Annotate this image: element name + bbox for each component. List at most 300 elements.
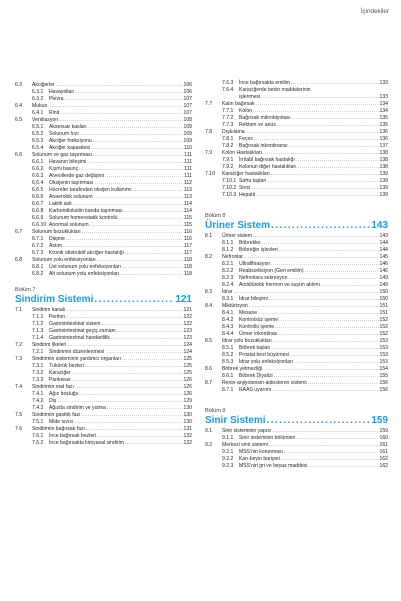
entry-page: 115 [183, 215, 192, 221]
entry-title: Solunum hızı [49, 131, 79, 137]
toc-entry[interactable] [15, 264, 192, 271]
toc-entry[interactable] [15, 180, 192, 187]
entry-page: 115 [183, 222, 192, 228]
leader-dots [125, 250, 183, 257]
toc-entry[interactable] [205, 366, 388, 373]
entry-number: 6.6.7 [32, 201, 44, 207]
toc-entry[interactable] [15, 370, 192, 377]
toc-entry-list [205, 80, 388, 199]
leader-dots [94, 180, 182, 187]
entry-title: Kalın bağırsak [222, 101, 255, 107]
leader-dots [122, 356, 183, 363]
entry-title: Böbrekler [239, 240, 261, 246]
chapter-7-section [15, 286, 192, 447]
toc-entry[interactable] [205, 129, 388, 136]
entry-title: Sinir sisteminin bölümleri [239, 435, 296, 441]
entry-title: Karaciğerde besin maddelerinin [239, 87, 311, 93]
entry-number: 7.6.2 [32, 440, 44, 446]
entry-title: İdrar yolu bozuklukları [222, 338, 272, 344]
entry-page: 162 [379, 456, 388, 462]
leader-dots [252, 185, 379, 192]
entry-page: 151 [379, 310, 388, 316]
entry-page: 161 [379, 449, 388, 455]
toc-entry[interactable] [205, 282, 388, 289]
entry-title: Solunum homeostatik kontrolü [49, 215, 118, 221]
leader-dots [296, 435, 378, 442]
entry-number: 9.2.2 [222, 456, 234, 462]
entry-page: 124 [183, 342, 192, 348]
entry-page: 130 [183, 412, 192, 418]
entry-number: 7.10 [205, 171, 215, 177]
entry-title: Anaerobik solunum [49, 194, 93, 200]
toc-entry[interactable] [15, 89, 192, 96]
toc-entry[interactable] [15, 96, 192, 103]
toc-entry-list [205, 428, 388, 470]
entry-number: 7.6 [15, 426, 23, 432]
toc-entry[interactable] [205, 442, 388, 449]
entry-number: 8.4.2 [222, 317, 234, 323]
entry-title: Üst solunum yolu enfeksiyonları [49, 264, 121, 270]
entry-page: 144 [379, 247, 388, 253]
entry-number: 8.6 [205, 366, 213, 372]
entry-number: 8.2.2 [222, 268, 234, 274]
toc-entry[interactable] [15, 173, 192, 180]
chapter-title-row[interactable] [205, 415, 388, 427]
entry-page: 116 [183, 229, 192, 235]
entry-number: 8.6.1 [222, 373, 234, 379]
entry-title: MSS'nin gri ve beyaz maddesi [239, 463, 308, 469]
toc-entry[interactable] [15, 342, 192, 349]
leader-dots [67, 342, 182, 349]
entry-title: Feçes [239, 136, 253, 142]
entry-number: 8.7.1 [222, 387, 234, 393]
chapter-title-row[interactable] [205, 220, 388, 232]
toc-entry[interactable] [15, 433, 192, 440]
toc-entry[interactable] [15, 124, 192, 131]
toc-entry[interactable] [15, 419, 192, 426]
running-header: İçindekiler [360, 8, 389, 15]
toc-entry[interactable] [15, 243, 192, 250]
toc-entry[interactable] [205, 456, 388, 463]
toc-entry[interactable] [15, 356, 192, 363]
entry-page: 111 [184, 173, 192, 179]
entry-page: 139 [379, 178, 388, 184]
entry-title: Hepatit [239, 192, 256, 198]
toc-entry[interactable] [15, 82, 192, 89]
entry-page: 107 [183, 103, 192, 109]
leader-dots [102, 321, 183, 328]
toc-entry[interactable] [205, 435, 388, 442]
entry-number: 7.9.2 [222, 164, 234, 170]
entry-page: 110 [183, 145, 192, 151]
entry-title: Safra taşları [239, 178, 267, 184]
toc-entry[interactable] [15, 166, 192, 173]
toc-entry[interactable] [205, 345, 388, 352]
toc-entry[interactable] [15, 145, 192, 152]
entry-page: 135 [379, 115, 388, 121]
entry-number: 6.7.1 [32, 236, 44, 242]
toc-entry[interactable] [15, 377, 192, 384]
entry-page: 159 [379, 428, 388, 434]
toc-entry-list [205, 233, 388, 394]
entry-title: Periton [49, 314, 66, 320]
entry-title: Mide sıvısı [49, 419, 74, 425]
leader-dots [281, 456, 378, 463]
toc-entry[interactable] [15, 131, 192, 138]
entry-title: Dispne [49, 236, 65, 242]
entry-number: 7.3.2 [32, 370, 44, 376]
entry-title: Pankreas [49, 377, 71, 383]
entry-title: Laktik asit [49, 201, 72, 207]
entry-page: 152 [379, 331, 388, 337]
toc-entry[interactable] [15, 215, 192, 222]
toc-entry[interactable] [15, 335, 192, 342]
toc-entry[interactable] [205, 150, 388, 157]
leader-dots [63, 243, 183, 250]
toc-entry[interactable] [15, 426, 192, 433]
chapter-title: Sindirim Sistemi [15, 294, 94, 305]
entry-title: Kısmi basınç [49, 166, 79, 172]
toc-entry[interactable] [15, 257, 192, 264]
entry-title: Üriner inkontinas [239, 331, 278, 337]
entry-number: 6.5 [15, 117, 23, 123]
leader-dots [267, 415, 371, 427]
entry-title: Karaciğer hastalıkları [222, 171, 270, 177]
entry-number: 7.3.3 [32, 377, 44, 383]
toc-entry[interactable] [205, 80, 388, 87]
toc-entry[interactable] [15, 208, 192, 215]
entry-page: 160 [379, 435, 388, 441]
entry-page: 138 [379, 164, 388, 170]
leader-dots [272, 428, 378, 435]
toc-entry[interactable] [205, 240, 388, 247]
entry-page: 112 [183, 180, 192, 186]
entry-title: Nefronlara sekresyon [239, 275, 288, 281]
entry-title: Kolonun diğer hastalıkları [239, 164, 297, 170]
entry-title: Tükürük bezleri [49, 363, 84, 369]
leader-dots [308, 380, 379, 387]
entry-title: Reabsorbsiyon (Geri emilim) [239, 268, 304, 274]
entry-title: Astım [49, 243, 63, 249]
entry-page: 118 [183, 271, 192, 277]
toc-entry[interactable] [205, 331, 388, 338]
toc-entry[interactable] [15, 201, 192, 208]
entry-number: 6.5.2 [32, 131, 44, 137]
toc-entry[interactable] [205, 136, 388, 143]
toc-entry[interactable] [15, 138, 192, 145]
entry-page: 129 [183, 398, 192, 404]
toc-entry[interactable] [15, 194, 192, 201]
entry-number: 8.4 [205, 303, 213, 309]
entry-page: 134 [379, 101, 388, 107]
leader-dots [75, 384, 183, 391]
entry-title: Antidiüretik hormon ve suyun atılımı [239, 282, 320, 288]
toc-entry[interactable] [15, 103, 192, 110]
entry-number: 8.2.3 [222, 275, 234, 281]
toc-entry[interactable] [205, 359, 388, 366]
toc-entry[interactable] [15, 384, 192, 391]
leader-dots [258, 310, 378, 317]
toc-entry[interactable] [15, 159, 192, 166]
entry-number: 6.8.1 [32, 264, 44, 270]
leader-dots [90, 222, 183, 229]
toc-entry[interactable] [205, 449, 388, 456]
entry-page: 111 [184, 166, 192, 172]
entry-title: Havayolları [49, 89, 75, 95]
entry-number: 7.8 [205, 129, 213, 135]
entry-number: 7.8.2 [222, 143, 234, 149]
entry-page: 118 [183, 257, 192, 263]
leader-dots [133, 187, 183, 194]
entry-number: 7.6.3 [222, 80, 234, 86]
entry-number: 7.8.1 [222, 136, 234, 142]
toc-entry[interactable] [205, 268, 388, 275]
toc-entry[interactable] [205, 164, 388, 171]
toc-entry[interactable] [15, 307, 192, 314]
entry-page: 117 [183, 250, 192, 256]
entry-page: 133 [379, 94, 388, 100]
toc-entry[interactable] [205, 247, 388, 254]
entry-number: 9.1.1 [222, 435, 234, 441]
entry-page: 156 [379, 380, 388, 386]
entry-page: 150 [379, 289, 388, 295]
leader-dots [256, 192, 378, 199]
toc-entry[interactable] [205, 317, 388, 324]
toc-entry[interactable] [205, 87, 388, 94]
entry-title: Gastrointestinal hareketlilik [49, 335, 110, 341]
toc-entry[interactable] [15, 110, 192, 117]
toc-entry[interactable] [15, 398, 192, 405]
leader-dots [105, 349, 182, 356]
toc-entry[interactable] [205, 115, 388, 122]
entry-page: 161 [379, 442, 388, 448]
toc-entry[interactable] [205, 185, 388, 192]
entry-title: Alveollerde gaz değişimi [49, 173, 104, 179]
entry-title: Mesane [239, 310, 258, 316]
toc-entry[interactable] [15, 328, 192, 335]
entry-page: 150 [379, 296, 388, 302]
entry-page: 149 [379, 282, 388, 288]
entry-number: 8.4.3 [222, 324, 234, 330]
toc-entry[interactable] [205, 289, 388, 296]
entry-page: 151 [379, 303, 388, 309]
toc-entry[interactable] [15, 405, 192, 412]
leader-dots [279, 317, 378, 324]
toc-entry[interactable] [15, 391, 192, 398]
entry-title: İnce bağırsakta kimyasal sindirim [49, 440, 125, 446]
leader-dots [292, 115, 379, 122]
leader-dots [59, 117, 182, 124]
leader-dots [263, 150, 379, 157]
entry-page: 109 [183, 138, 192, 144]
leader-dots [117, 328, 183, 335]
toc-entry[interactable] [205, 373, 388, 380]
leader-dots [269, 296, 379, 303]
entry-title: Rinit [49, 110, 60, 116]
entry-title: Sindirimin düzenlenmesi [49, 349, 105, 355]
entry-number: 6.7 [15, 229, 23, 235]
entry-title: İnce bağırsakta emilim [239, 80, 290, 86]
entry-page: 116 [183, 236, 192, 242]
toc-entry[interactable] [15, 314, 192, 321]
leader-dots [273, 338, 379, 345]
toc-entry[interactable] [15, 229, 192, 236]
toc-entry[interactable] [205, 254, 388, 261]
leader-dots [308, 463, 378, 470]
toc-entry[interactable] [205, 171, 388, 178]
toc-entry[interactable] [205, 310, 388, 317]
leader-dots [64, 96, 182, 103]
toc-entry[interactable] [205, 428, 388, 435]
entry-title: Kronik obstrüktif akciğer hastalığı [49, 250, 125, 256]
entry-number: 7.6.1 [32, 433, 44, 439]
entry-page: 117 [183, 243, 192, 249]
entry-title: Bağırsak mikrobiyotası [239, 115, 291, 121]
entry-number: 7.10.3 [222, 192, 237, 198]
entry-title: İnce bağırsak bezleri [49, 433, 97, 439]
toc-entry[interactable] [15, 321, 192, 328]
entry-page: 113 [183, 194, 192, 200]
leader-dots [72, 377, 183, 384]
toc-entry[interactable] [15, 271, 192, 278]
chapter-page: 121 [175, 294, 192, 305]
toc-entry[interactable] [205, 122, 388, 129]
entry-page: 125 [183, 363, 192, 369]
toc-entry[interactable] [15, 187, 192, 194]
entry-number: 6.3.2 [32, 96, 44, 102]
entry-title: Miktürisyon [222, 303, 248, 309]
entry-page: 144 [379, 240, 388, 246]
entry-page: 122 [183, 321, 192, 327]
leader-dots [254, 136, 379, 143]
entry-number: 6.3 [15, 82, 23, 88]
entry-page: 121 [183, 307, 192, 313]
entry-title: Siroz [239, 185, 251, 191]
entry-page: 106 [183, 82, 192, 88]
leader-dots [124, 208, 183, 215]
leader-dots [75, 89, 182, 96]
toc-entry[interactable] [15, 349, 192, 356]
leader-dots [296, 157, 379, 164]
toc-entry[interactable] [205, 157, 388, 164]
toc-entry[interactable] [15, 117, 192, 124]
leader-dots [289, 143, 379, 150]
toc-entry[interactable] [205, 303, 388, 310]
leader-dots [271, 345, 378, 352]
leader-dots [275, 324, 378, 331]
entry-page: 138 [379, 150, 388, 156]
toc-entry[interactable] [205, 192, 388, 199]
entry-title: Gastrointestinal geçiş zamanı [49, 328, 116, 334]
entry-title: Solunum yolu enfeksiyonları [32, 257, 96, 263]
entry-title: Sindirimin bağırsak fazı [32, 426, 85, 432]
leader-dots [66, 307, 182, 314]
chapter-9-section [205, 407, 388, 470]
entry-number: 8.1.2 [222, 247, 234, 253]
toc-entry[interactable] [15, 236, 192, 243]
entry-page: 139 [379, 185, 388, 191]
toc-entry[interactable] [15, 152, 192, 159]
toc-left-column [15, 82, 192, 447]
toc-entry[interactable] [205, 233, 388, 240]
toc-entry[interactable] [205, 338, 388, 345]
leader-dots [233, 289, 378, 296]
entry-title: Sinir sisteminin yapısı [222, 428, 272, 434]
entry-title: Kontrolsüz işeme [239, 317, 279, 323]
entry-number: 7.1.2 [32, 321, 44, 327]
toc-entry[interactable] [205, 380, 388, 387]
toc-entry[interactable] [205, 387, 388, 394]
leader-dots [60, 110, 182, 117]
chapter-title-row[interactable] [15, 294, 192, 306]
toc-entry[interactable] [205, 324, 388, 331]
toc-entry[interactable] [15, 250, 192, 257]
leader-dots [72, 370, 183, 377]
entry-number: 8.4.4 [222, 331, 234, 337]
toc-entry[interactable] [205, 261, 388, 268]
toc-entry[interactable] [205, 275, 388, 282]
toc-entry[interactable] [205, 143, 388, 150]
entry-number: 7.5.1 [32, 419, 44, 425]
entry-page: 126 [183, 391, 192, 397]
toc-entry[interactable] [15, 222, 192, 229]
toc-entry[interactable] [205, 463, 388, 470]
chapter-label: Bölüm 7 [15, 287, 36, 293]
entry-title: Havanın bileşimi [49, 159, 87, 165]
toc-entry[interactable] [205, 296, 388, 303]
leader-dots [87, 159, 183, 166]
entry-title: Ventilasyon [32, 117, 59, 123]
entry-number: 8.2.4 [222, 282, 234, 288]
toc-entry[interactable] [15, 363, 192, 370]
entry-number: 8.5.1 [222, 345, 234, 351]
toc-entry-list [15, 307, 192, 447]
entry-title: Böbrek taşları [239, 345, 271, 351]
entry-page: 145 [379, 254, 388, 260]
entry-number: 6.6.8 [32, 208, 44, 214]
toc-entry[interactable] [15, 412, 192, 419]
entry-number: 7.1 [15, 307, 23, 313]
leader-dots [79, 391, 182, 398]
toc-entry[interactable] [205, 178, 388, 185]
chapter-title: Sinir Sistemi [205, 415, 266, 426]
entry-page: 113 [183, 187, 192, 193]
entry-title: İdrar [222, 289, 233, 295]
leader-dots [294, 359, 378, 366]
entry-page: 154 [379, 366, 388, 372]
leader-dots [97, 257, 183, 264]
leader-dots [246, 129, 379, 136]
toc-entry[interactable] [205, 101, 388, 108]
toc-entry[interactable] [205, 108, 388, 115]
entry-title: Kan-beyin bariyeri [239, 456, 281, 462]
entry-number: 6.6.3 [32, 173, 44, 179]
entry-number: 6.7.3 [32, 250, 44, 256]
entry-number: 7.7.3 [222, 122, 234, 128]
leader-dots [94, 194, 183, 201]
toc-entry[interactable] [15, 440, 192, 447]
toc-entry[interactable] [205, 94, 388, 101]
entry-number: 7.6.4 [222, 87, 234, 93]
entry-page: 125 [183, 356, 192, 362]
entry-page: 123 [183, 335, 192, 341]
leader-dots [94, 294, 174, 306]
entry-page: 152 [379, 317, 388, 323]
leader-dots [93, 152, 183, 159]
toc-entry[interactable] [205, 352, 388, 359]
entry-title: Sindirimin sisteminin yardımcı organları [32, 356, 121, 362]
entry-title: Nefronlar [222, 254, 243, 260]
